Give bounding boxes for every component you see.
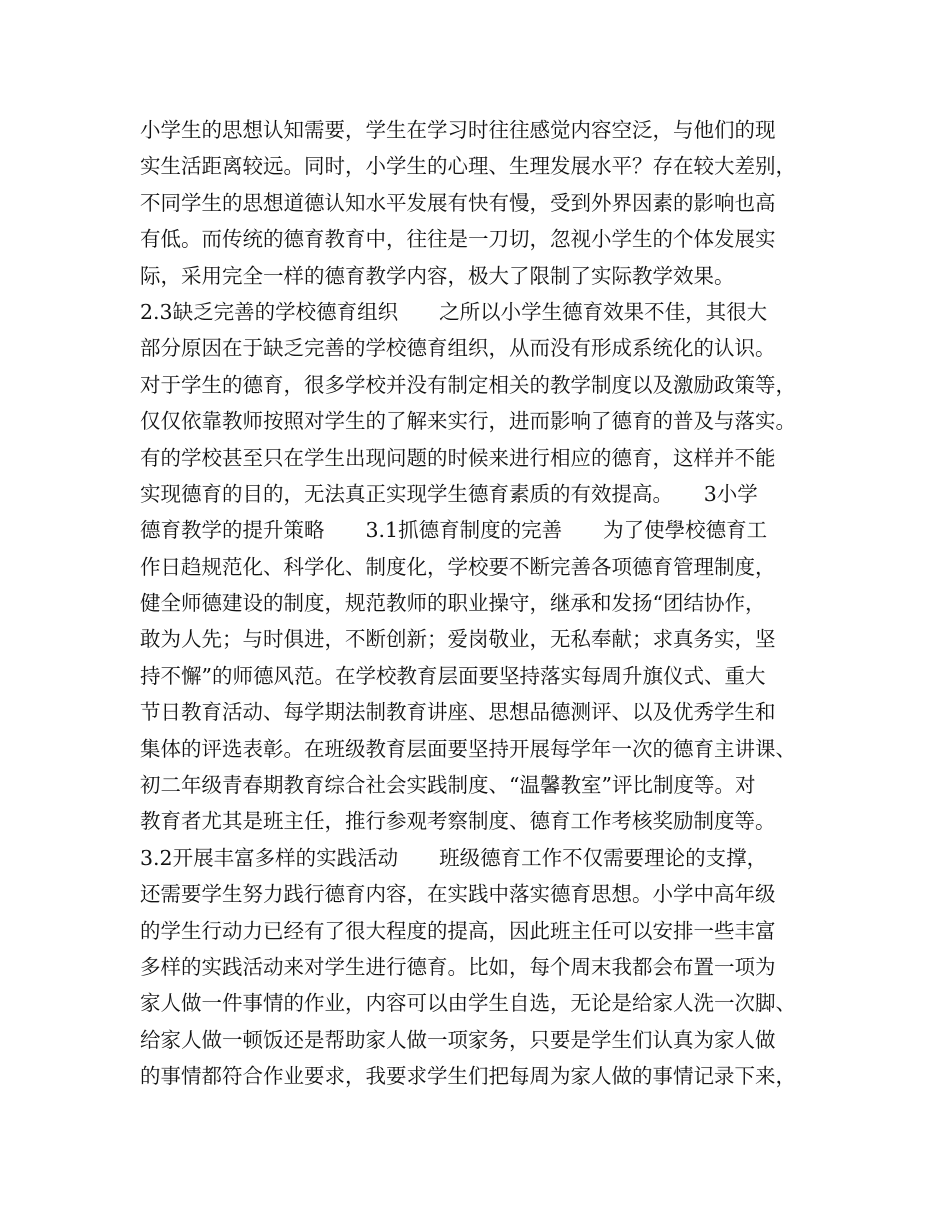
text-line: 小学生的思想认知需要，学生在学习时往往感觉内容空泛，与他们的现 — [140, 118, 776, 142]
body-text — [140, 112, 830, 1095]
text-line: 敢为人先；与时俱进，不断创新；爱岗敬业，无私奉献；求真务实，坚 — [140, 627, 776, 652]
text-line: 有低。而传统的德育教育中，往往是一刀切，忽视小学生的个体发展实 — [140, 227, 776, 252]
text-line: 还需要学生努力践行德育内容，在实践中落实德育思想。小学中高年级 — [140, 882, 776, 907]
text-line: 的事情都符合作业要求，我要求学生们把每周为家人做的事情记录下来， — [140, 1064, 796, 1089]
text-line: 部分原因在于缺乏完善的学校德育组织，从而没有形成系统化的认识。 — [140, 336, 776, 361]
text-line: 教育者尤其是班主任，推行参观考察制度、德育工作考核奖励制度等。 — [140, 809, 776, 834]
text-line: 持不懈”的师德风范。在学校教育层面要坚持落实每周升旗仪式、重大 — [140, 663, 766, 688]
text-line: 多样的实践活动来对学生进行德育。比如，每个周末我都会布置一项为 — [140, 954, 776, 979]
text-line: 家人做一件事情的作业，内容可以由学生自选，无论是给家人洗一次脚、 — [140, 991, 796, 1016]
text-line: 德育教学的提升策略 3.1抓德育制度的完善 为了使學校德育工 — [140, 518, 768, 543]
text-line: 集体的评选表彰。在班级教育层面要坚持开展每学年一次的德育主讲课、 — [140, 736, 796, 761]
text-line: 初二年级青春期教育综合社会实践制度、“温馨教室”评比制度等。对 — [140, 773, 756, 798]
text-line: 实现德育的目的，无法真正实现学生德育素质的有效提高。 3小学 — [140, 481, 758, 506]
text-line: 仅仅依靠教师按照对学生的了解来实行，进而影响了德育的普及与落实。 — [140, 409, 796, 434]
text-line: 的学生行动力已经有了很大程度的提高，因此班主任可以安排一些丰富 — [140, 918, 776, 943]
text-line: 作日趋规范化、科学化、制度化，学校要不断完善各项德育管理制度， — [140, 554, 776, 579]
text-line: 3.2开展丰富多样的实践活动 班级德育工作不仅需要理论的支撑， — [140, 845, 768, 870]
text-line: 给家人做一顿饭还是帮助家人做一项家务，只要是学生们认真为家人做 — [140, 1027, 776, 1052]
text-line: 对于学生的德育，很多学校并没有制定相关的教学制度以及激励政策等， — [140, 372, 796, 397]
text-line: 节日教育活动、每学期法制教育讲座、思想品德测评、以及优秀学生和 — [140, 700, 776, 725]
text-line: 2.3缺乏完善的学校德育组织 之所以小学生德育效果不佳，其很大 — [140, 299, 768, 324]
text-line: 实生活距离较远。同时，小学生的心理、生理发展水平？存在较大差别， — [140, 154, 796, 179]
text-line: 际，采用完全一样的德育教学内容，极大了限制了实际教学效果。 — [140, 263, 735, 288]
text-line: 不同学生的思想道德认知水平发展有快有慢，受到外界因素的影响也高 — [140, 190, 776, 215]
text-line: 有的学校甚至只在学生出现问题的时候来进行相应的德育，这样并不能 — [140, 445, 776, 470]
text-line: 健全师德建设的制度，规范教师的职业操守，继承和发扬“团结协作， — [140, 591, 766, 616]
